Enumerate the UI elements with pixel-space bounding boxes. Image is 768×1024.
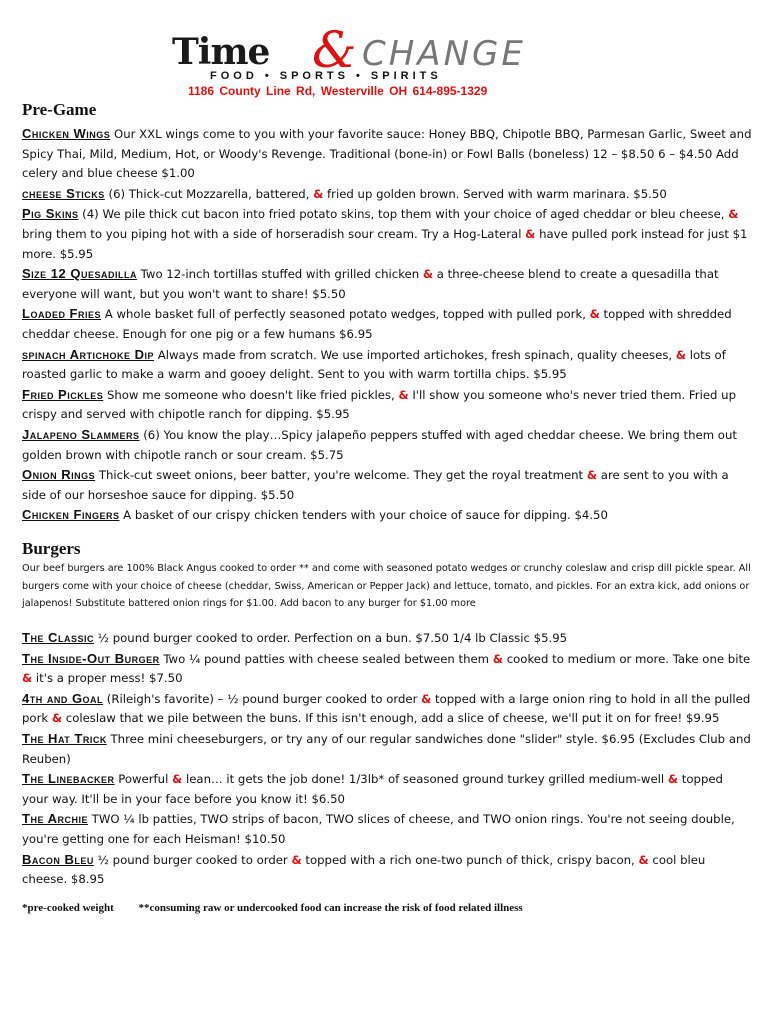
menu-item-description: have pulled pork instead for just $1 more. $5.95 [22,226,748,261]
menu-item-name: Onion Rings [22,467,96,483]
burgers-list [22,628,752,890]
footnote-precooked: *pre-cooked weight [22,902,114,914]
pregame-list [22,124,752,526]
menu-item-description: ½ pound burger cooked to order. Perfection on a bun. $7.50 1/4 lb Classic $5.95 [93,631,568,645]
menu-item-description: cooked to medium or more. Take one bite [503,651,751,666]
menu-item-description: I'll show you someone who's never tried them. Fried up crispy and served with chipotle ranch for dipping. $5.95 [22,387,737,422]
menu-item [22,769,752,809]
menu-item-name: spinach Artichoke Dip [22,346,155,362]
ampersand: & [421,691,432,706]
menu-item-name: Size 12 Quesadilla [22,266,137,282]
menu-item-name: cheese Sticks [22,185,105,201]
menu-item-description: topped with a large onion ring to hold in all the pulled pork [22,691,751,726]
menu-item-description: a three-cheese blend to create a quesadilla that everyone will want, but you won't want to share! $5.50 [22,267,719,301]
menu-item-description: bring them to you piping hot with a side of horseradish sour cream. Try a Hog-Lateral [22,226,526,241]
menu-item-description: TWO ¼ lb patties, TWO strips of bacon, TWO slices of cheese, and TWO onion rings. You're not seeing double, you're getting one for each Heisman! $10.50 [22,812,735,846]
menu-item [22,628,752,649]
menu-item-name: 4th and Goal [22,690,104,706]
ampersand: & [492,651,503,666]
menu-item-name: Fried Pickles [22,386,104,402]
menu-item-description: lean… it gets the job done! 1/3lb* of seasoned ground turkey grilled medium-well [182,772,668,787]
menu-item-description: Three mini cheeseburgers, or try any of our regular sandwiches done "slider" style. $6.95 (Excludes Club and Reuben) [22,731,751,766]
section-title-pregame: Pre-Game [22,100,97,119]
menu-item-name: Loaded Fries [22,306,102,322]
menu-item [22,124,752,184]
menu-item [22,850,752,890]
tagline: FOOD • SPORTS • SPIRITS [210,70,442,82]
menu-item [22,465,752,505]
footnote-warning: **consuming raw or undercooked food can increase the risk of food related illness [138,902,523,914]
menu-item-description: (Rileigh's favorite) – ½ pound burger cooked to order [103,691,422,706]
menu-item-description: Two ¼ pound patties with cheese sealed between them [159,651,493,666]
menu-item-description: Our XXL wings come to you with your favorite sauce: Honey BBQ, Chipotle BBQ, Parmesan Garlic, Sweet and Spicy Thai, Mild, Medium, Hot, or Woody's Revenge. Traditional (bone-in) or Fowl Balls (boneless) 12 – $8.50 6 – $4.50 Add celery and blue cheese $1.00 [22,127,752,181]
menu-item-description: A whole basket full of perfectly seasoned potato wedges, topped with pulled pork, [101,307,590,322]
ampersand: & [638,852,649,867]
menu-item-description: cool bleu cheese. $8.95 [22,852,706,887]
menu-item-name: The Inside-Out Burger [22,650,160,666]
menu-item-description: (6) You know the play…Spicy jalapeño peppers stuffed with aged cheddar cheese. We bring them out golden brown with chipotle ranch or sour cream. $5.75 [22,427,737,462]
menu-item-description: (6) Thick-cut Mozzarella, battered, [104,186,314,201]
menu-item-name: Chicken Fingers [22,507,120,523]
menu-item [22,729,752,769]
menu-item-name: The Hat Trick [22,730,107,746]
menu-item [22,184,752,205]
menu-item [22,345,752,385]
menu-item-description: coleslaw that we pile between the buns. If this isn't enough, add a slice of cheese, we'll put it on for free! $9.95 [62,711,720,726]
menu-item [22,264,752,304]
menu-item-description: (4) We pile thick cut bacon into fried potato skins, top them with your choice of aged cheddar or bleu cheese, [78,207,729,222]
ampersand: & [398,387,409,402]
menu-item [22,385,752,425]
menu-item [22,649,752,689]
ampersand: & [313,186,324,201]
menu-item-description: topped with a rich one-two punch of thick, crispy bacon, [301,852,639,867]
menu-item [22,505,752,526]
ampersand: & [589,307,600,322]
ampersand: & [525,226,536,241]
menu-item-description: lots of roasted garlic to make a warm and gooey delight. Sent to you with warm tortilla chips. $5.95 [22,347,726,382]
logo-time: Time [172,31,270,73]
burgers-intro: Our beef burgers are 100% Black Angus cooked to order ** and come with seasoned potato wedges or crunchy coleslaw and crisp dill pickle spear. All burgers come with your choice of cheese (cheddar, Swiss, American or Pepper Jack) and lettuce, tomato, and pickles. For an extra kick, add onions or jalapenos! Substitute battered onion rings for $1.00. Add bacon to any burger for $1.00 more [22,563,751,609]
section-title-burgers: Burgers [22,539,81,558]
ampersand: & [51,711,63,726]
menu-item [22,425,752,465]
menu-item [22,689,752,729]
menu-item-name: The Archie [22,811,88,827]
menu-item [22,809,752,849]
ampersand: & [667,772,679,787]
menu-item-description: A basket of our crispy chicken tenders with your choice of sauce for dipping. $4.50 [119,508,608,523]
menu-item-name: Bacon Bleu [22,851,94,867]
ampersand: & [291,852,302,867]
ampersand: & [728,207,739,222]
menu-item [22,204,752,264]
ampersand: & [172,772,183,787]
menu-item-description: Powerful [114,772,173,787]
menu-item-description: topped with shredded cheddar cheese. Enough for one pig or a few humans $6.95 [22,307,732,341]
menu-item-name: Jalapeno Slammers [22,426,140,442]
menu-item-name: Pig Skins [22,206,79,222]
ampersand: & [22,671,33,686]
menu-item [22,304,752,344]
menu-item-description: it's a proper mess! $7.50 [32,671,183,686]
ampersand: & [422,267,434,282]
logo-ampersand: & [312,21,357,79]
menu-item-description: Thick-cut sweet onions, beer batter, you're welcome. They get the royal treatment [95,468,587,483]
menu-item-description: fried up golden brown. Served with warm marinara. $5.50 [323,186,667,201]
menu-item-name: Chicken Wings [22,126,111,141]
menu-item-description: ½ pound burger cooked to order [93,852,292,867]
ampersand: & [675,347,687,362]
menu-item-description: are sent to you with a side of our horseshoe sauce for dipping. $5.50 [22,468,729,502]
menu-item-description: Show me someone who doesn't like fried pickles, [103,387,399,402]
menu-item-description: Two 12-inch tortillas stuffed with grilled chicken [136,267,423,282]
ampersand: & [586,468,598,483]
menu-item-description: Always made from scratch. We use imported artichokes, fresh spinach, quality cheeses, [154,347,676,362]
logo-change: CHANGE [362,34,526,74]
menu-item-name: The Linebacker [22,771,115,787]
menu-item-name: The Classic [22,630,94,645]
menu-item-description: topped your way. It'll be in your face before you know it! $6.50 [22,772,723,806]
address-phone: 1186 County Line Rd, Westerville OH 614-895-1329 [188,84,488,98]
footnotes [22,902,545,914]
